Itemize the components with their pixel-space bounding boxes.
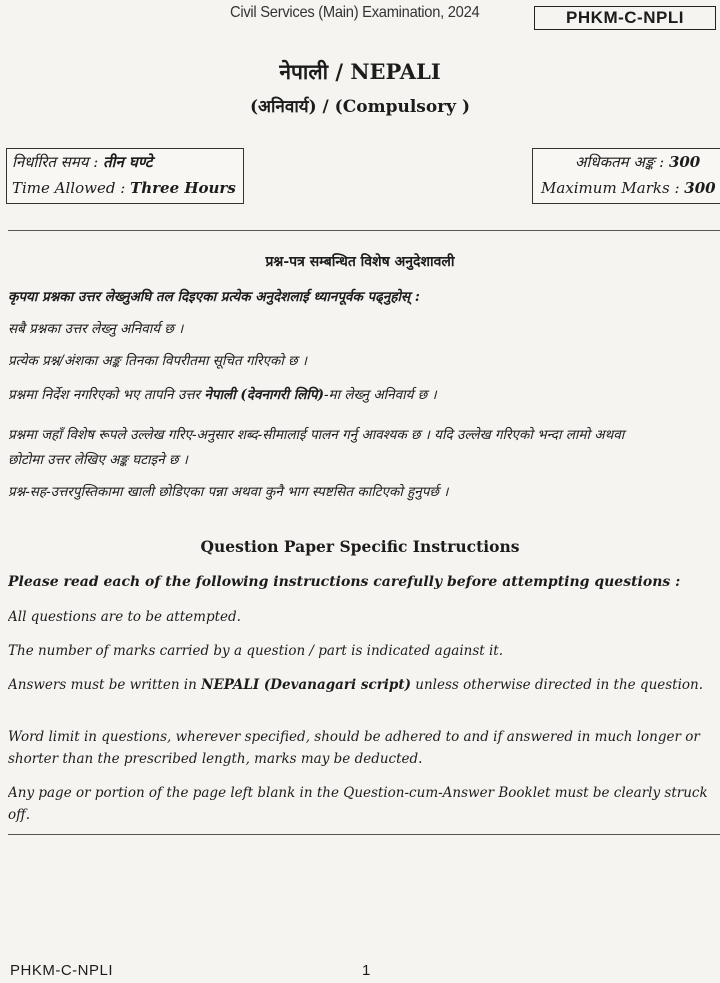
english-instruction-3: Answers must be written in NEPALI (Devanagari script) unless otherwise directed in the question. [8, 677, 704, 693]
nepali-instruction-4: प्रश्नमा जहाँ विशेष रूपले उल्लेख गरिए-अनुसार शब्द-सीमालाई पालन गर्नु आवश्यक छ । यदि उल्लेख गरिएको भन्दा लामो अथवा [8, 427, 625, 443]
nepali-instruction-4-cont: छोटोमा उत्तर लेखिए अङ्क घटाइने छ । [8, 452, 188, 468]
english-instruction-2: The number of marks carried by a question / part is indicated against it. [8, 643, 504, 659]
nepali-instructions-heading: प्रश्न-पत्र सम्बन्धित विशेष अनुदेशावली [265, 254, 455, 270]
page-number: 1 [362, 962, 371, 979]
english-instructions-heading: Question Paper Specific Instructions [200, 537, 520, 556]
paper-subtitle: (अनिवार्य) / (Compulsory ) [250, 97, 470, 117]
english-instruction-5: Any page or portion of the page left blank in the Question-cum-Answer Booklet must be clearly struck off. [8, 785, 708, 823]
time-allowed-box [6, 148, 244, 204]
nepali-instructions-lead: कृपया प्रश्नका उत्तर लेख्नुअघि तल दिइएका प्रत्येक अनुदेशलाई ध्यानपूर्वक पढ्नुहोस् : [8, 289, 420, 305]
nepali-instruction-5: प्रश्न-सह-उत्तरपुस्तिकामा खाली छोडिएका पन्ना अथवा कुनै भाग स्पष्टसित काटिएको हुनुपर्छ । [8, 484, 449, 500]
exam-name: Civil Services (Main) Examination, 2024 [230, 4, 480, 21]
time-allowed-nepali: निर्धारित समय : तीन घण्टे [12, 153, 153, 171]
divider-top [8, 230, 720, 231]
maximum-marks-nepali: अधिकतम अङ्क : 300 [575, 153, 701, 171]
time-allowed-english: Time Allowed : Three Hours [12, 179, 236, 197]
nepali-instruction-3: प्रश्नमा निर्देश नगरिएको भए तापनि उत्तर नेपाली (देवनागरी लिपि)-मा लेख्नु अनिवार्य छ । [8, 387, 437, 403]
nepali-instruction-2: प्रत्येक प्रश्न/अंशका अङ्क तिनका विपरीतमा सूचित गरिएको छ । [8, 353, 308, 369]
maximum-marks-box [532, 148, 720, 204]
divider-bottom [8, 834, 720, 835]
english-instruction-1: All questions are to be attempted. [8, 609, 241, 625]
paper-title: नेपाली / NEPALI [279, 59, 441, 84]
english-instruction-4: Word limit in questions, wherever specified, should be adhered to and if answered in much longer or shorter than the prescribed length, marks may be deducted. [8, 729, 700, 767]
english-instructions-lead: Please read each of the following instructions carefully before attempting questions : [8, 574, 681, 590]
maximum-marks-english: Maximum Marks : 300 [541, 179, 716, 197]
nepali-instruction-1: सबै प्रश्नका उत्तर लेख्नु अनिवार्य छ । [8, 321, 184, 337]
paper-code-box: PHKM-C-NPLI [534, 6, 716, 30]
footer-paper-code: PHKM-C-NPLI [10, 962, 114, 979]
